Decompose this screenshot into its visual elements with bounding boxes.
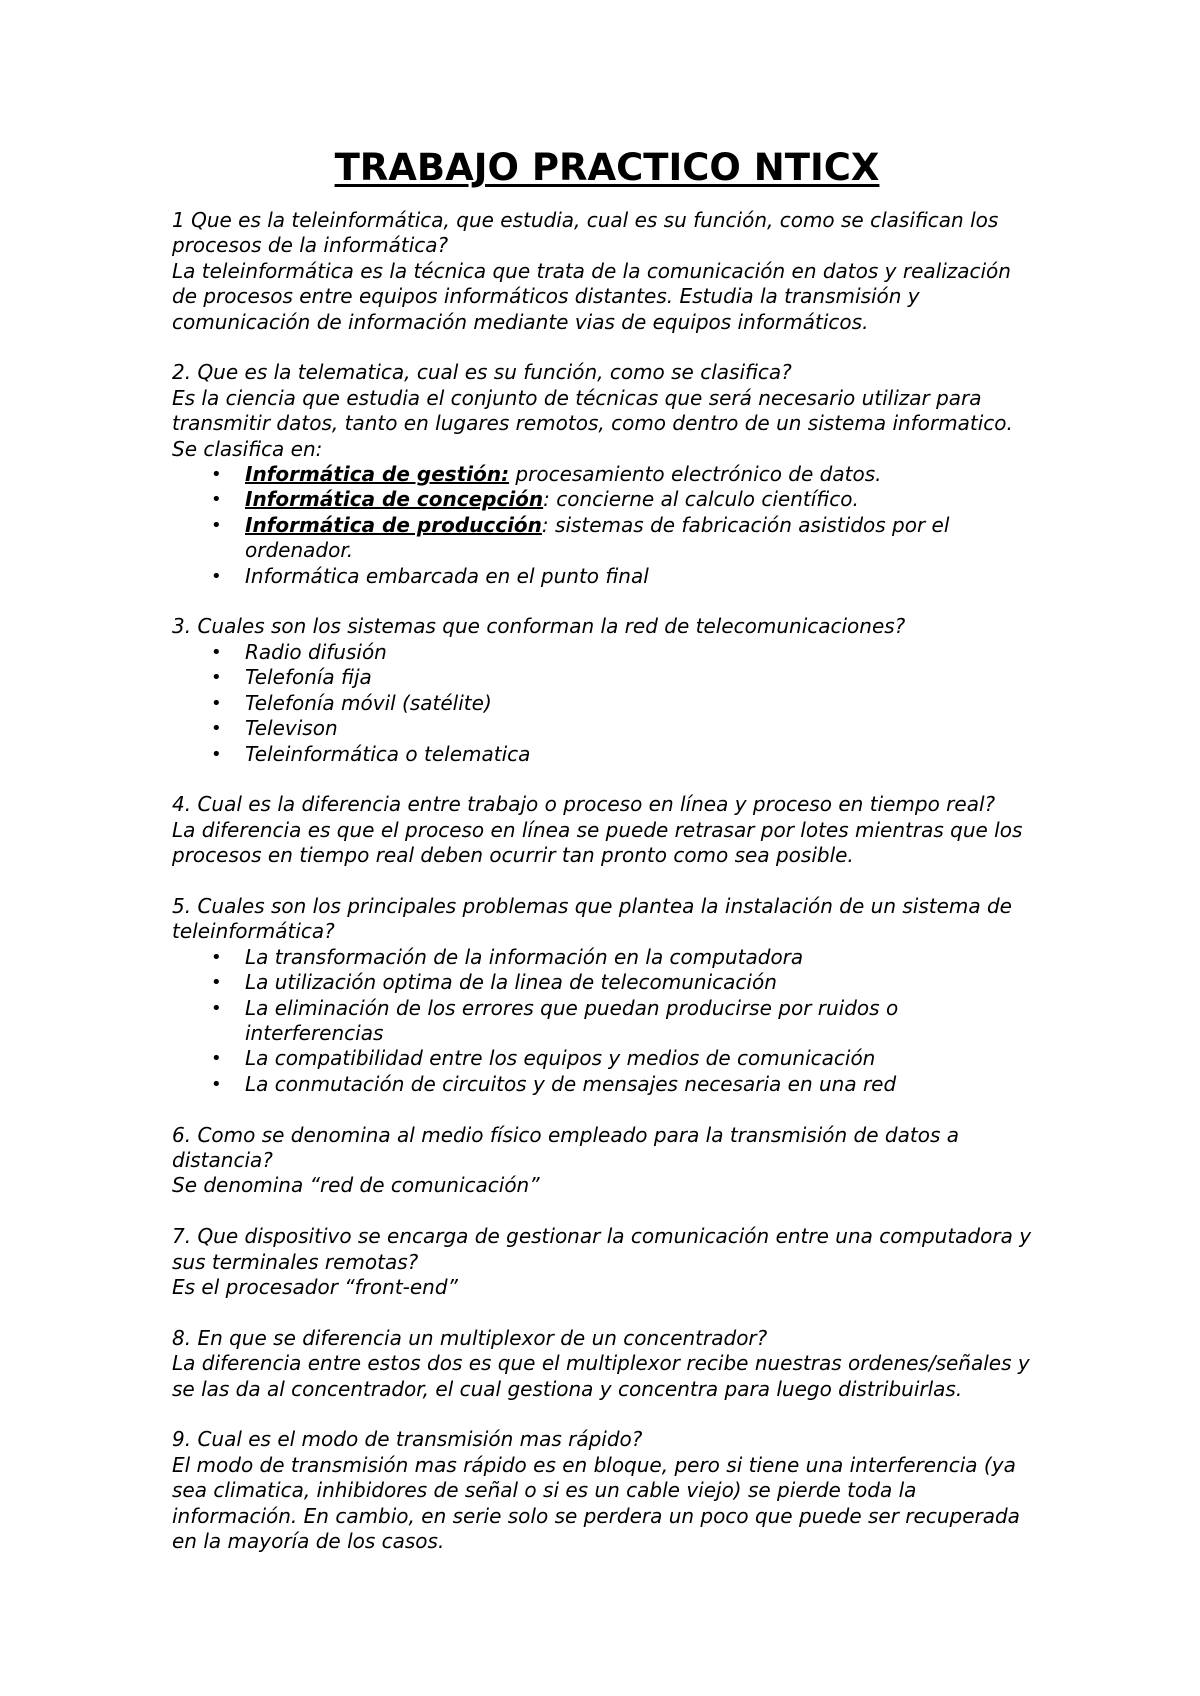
answer-6: Se denomina “red de comunicación” [172, 1173, 540, 1198]
answer-2: Es la ciencia que estudia el conjunto de técnicas que será necesario utilizar para transmitir datos, tanto en lugares remotos, como dentro de un sistema informatico. [172, 385, 1013, 436]
list-item: • Telefonía móvil (satélite) [245, 691, 1042, 716]
list-item: • Telefonía fija [245, 665, 1042, 690]
list-item-term: Informática de concepción [245, 487, 544, 512]
list-item-text: procesamiento electrónico de datos. [509, 462, 882, 487]
list-item [245, 462, 1042, 487]
answer-7: Es el procesador “front-end” [172, 1274, 458, 1299]
list-item: • La conmutación de circuitos y de mensajes necesaria en una red [245, 1072, 1042, 1097]
problems-list [172, 945, 1042, 1097]
spacer [172, 869, 1042, 894]
list-item: • La eliminación de los errores que puedan producirse por ruidos o interferencias [245, 996, 1042, 1047]
document-title: TRABAJO PRACTICO NTICX [334, 146, 880, 189]
question-6: 6. Como se denomina al medio físico empleado para la transmisión de datos a distancia? [172, 1122, 959, 1172]
spacer [172, 589, 1042, 614]
question-8: 8. En que se diferencia un multiplexor de un concentrador? [172, 1325, 768, 1350]
question-1: 1 Que es la teleinformática, que estudia, cual es su función, como se clasifican los procesos de la informática? [172, 208, 999, 258]
list-item [245, 487, 1042, 512]
list-item-term: Informática de gestión: [245, 462, 510, 487]
telecom-systems-list [172, 640, 1042, 767]
question-3: 3. Cuales son los sistemas que conforman la red de telecomunicaciones? [172, 614, 906, 639]
answer-2-intro: Se clasifica en: [172, 436, 323, 461]
answer-1: La teleinformática es la técnica que trata de la comunicación en datos y realización de procesos entre equipos informáticos distantes. Estudia la transmisión y comunicación de información mediante vias de equipos informáticos. [172, 258, 1011, 334]
list-item: • Televison [245, 716, 1042, 741]
list-item [245, 564, 1042, 589]
list-item-text: : sistemas de fabricación asistidos por el ordenador. [245, 512, 950, 563]
list-item [245, 513, 1042, 564]
classification-list [172, 462, 1042, 589]
answer-4: La diferencia es que el proceso en línea se puede retrasar por lotes mientras que los procesos en tiempo real deben ocurrir tan pronto como sea posible. [172, 817, 1023, 868]
document-body [172, 208, 1042, 1554]
answer-9: El modo de transmisión mas rápido es en bloque, pero si tiene una interferencia (ya sea climatica, inhibidores de señal o si es un cable viejo) se pierde toda la información. En cambio, en serie solo se perdera un poco que puede ser recuperada en la mayoría de los casos. [172, 1452, 1020, 1553]
spacer [172, 1300, 1042, 1325]
question-4: 4. Cual es la diferencia entre trabajo o proceso en línea y proceso en tiempo real? [172, 792, 996, 817]
list-item-term: Informática de producción [245, 512, 542, 537]
spacer [172, 767, 1042, 792]
spacer [172, 1402, 1042, 1427]
list-item-text: Informática embarcada en el punto final [245, 563, 649, 588]
list-item: • La transformación de la información en la computadora [245, 945, 1042, 970]
spacer [172, 1097, 1042, 1122]
question-9: 9. Cual es el modo de transmisión mas rápido? [172, 1427, 643, 1452]
answer-8: La diferencia entre estos dos es que el multiplexor recibe nuestras ordenes/señales y se las da al concentrador, el cual gestiona y concentra para luego distribuirlas. [172, 1351, 1030, 1401]
list-item: • Radio difusión [245, 640, 1042, 665]
list-item: • La utilización optima de la linea de telecomunicación [245, 970, 1042, 995]
list-item: • Teleinformática o telematica [245, 742, 1042, 767]
question-5: 5. Cuales son los principales problemas que plantea la instalación de un sistema de teleinformática? [172, 893, 1012, 944]
spacer [172, 335, 1042, 360]
question-2: 2. Que es la telematica, cual es su función, como se clasifica? [172, 360, 792, 385]
list-item: • La compatibilidad entre los equipos y medios de comunicación [245, 1046, 1042, 1071]
spacer [172, 1199, 1042, 1224]
question-7: 7. Que dispositivo se encarga de gestionar la comunicación entre una computadora y sus terminales remotas? [172, 1224, 1032, 1274]
list-item-text: : concierne al calculo científico. [543, 487, 859, 512]
